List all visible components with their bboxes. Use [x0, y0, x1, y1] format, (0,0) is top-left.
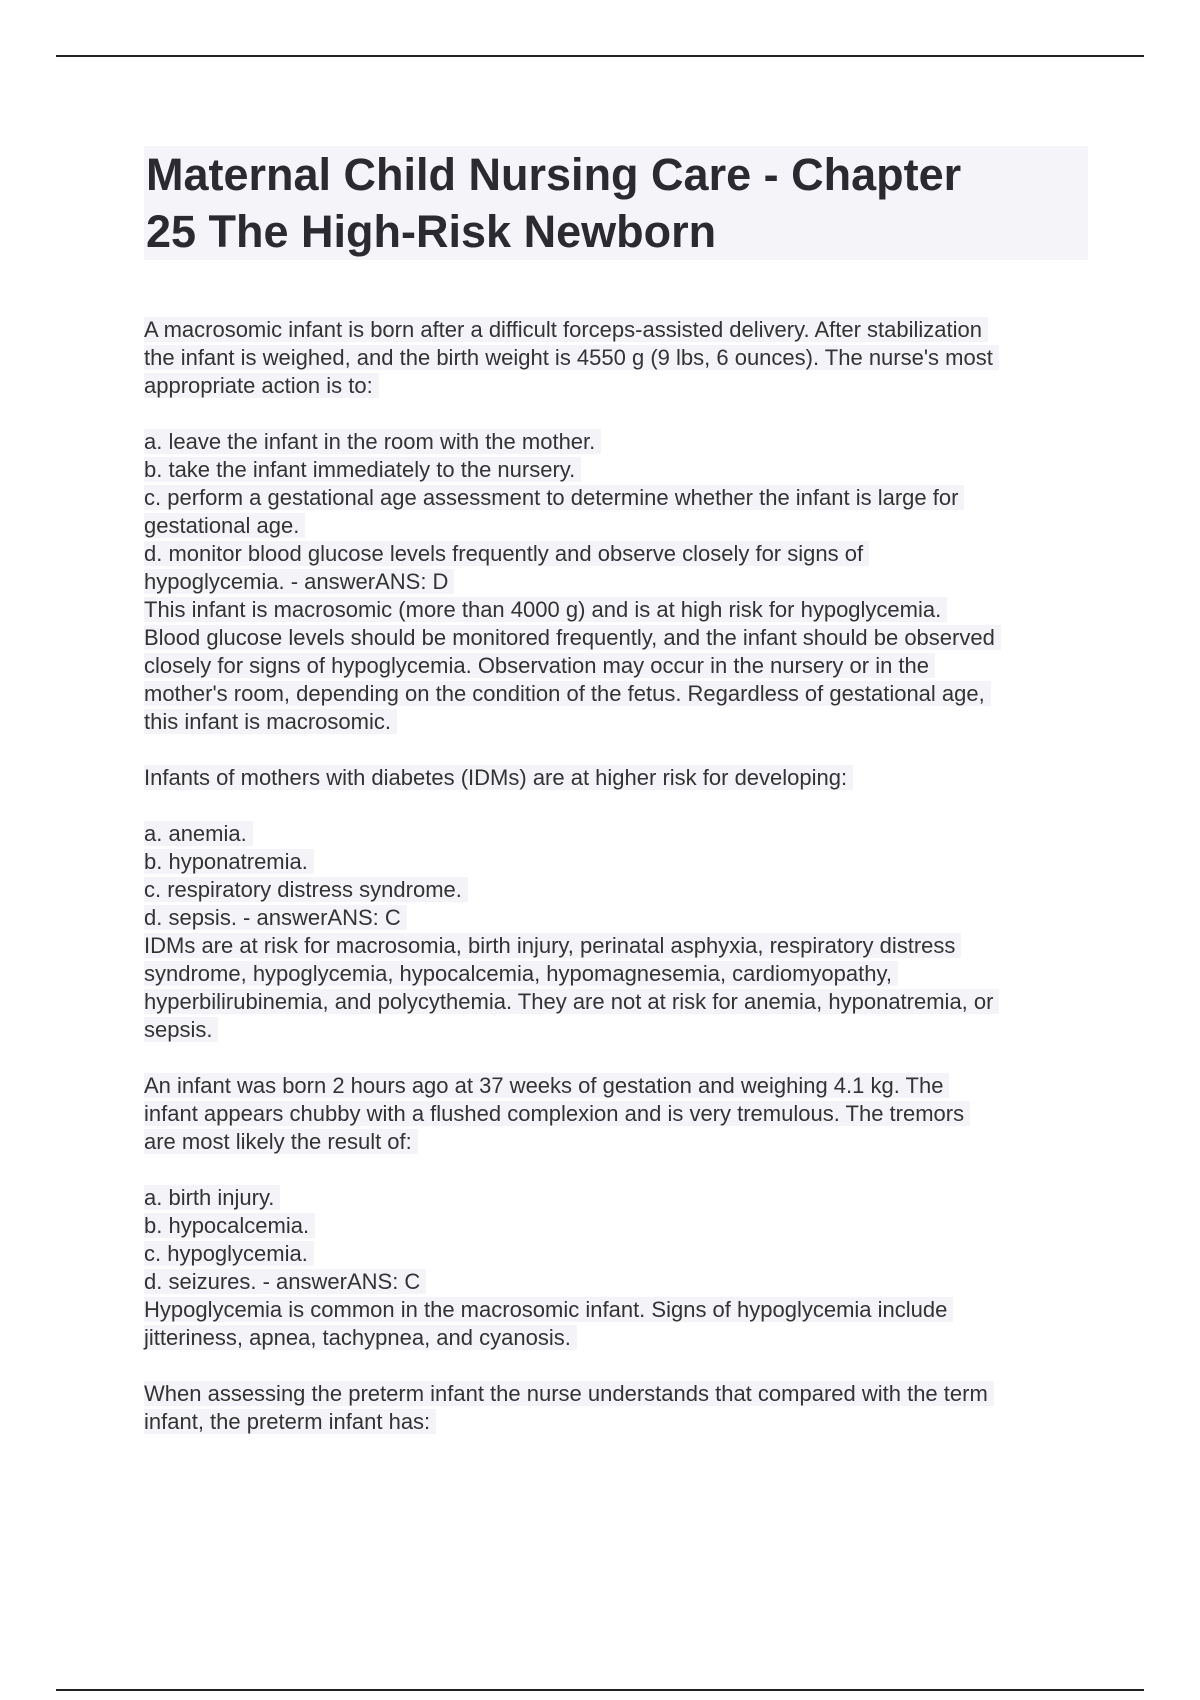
- question-stem: A macrosomic infant is born after a difficult forceps-assisted delivery. After stabilization: [144, 316, 1088, 344]
- question-stem: Infants of mothers with diabetes (IDMs) are at higher risk for developing:: [144, 764, 1088, 792]
- rationale-text: hyperbilirubinemia, and polycythemia. They are not at risk for anemia, hyponatremia, or: [144, 988, 1088, 1016]
- document-body: [144, 316, 1088, 1436]
- answer-option: c. perform a gestational age assessment to determine whether the infant is large for: [144, 484, 1088, 512]
- rationale-text: Hypoglycemia is common in the macrosomic infant. Signs of hypoglycemia include: [144, 1296, 1088, 1324]
- rationale-text: syndrome, hypoglycemia, hypocalcemia, hypomagnesemia, cardiomyopathy,: [144, 960, 1088, 988]
- question-stem: infant, the preterm infant has:: [144, 1408, 1088, 1436]
- question-stem: the infant is weighed, and the birth weight is 4550 g (9 lbs, 6 ounces). The nurse's most: [144, 344, 1088, 372]
- rationale-text: sepsis.: [144, 1016, 1088, 1044]
- bottom-divider: [56, 1689, 1144, 1691]
- document-page: [144, 146, 1088, 1436]
- question-stem: infant appears chubby with a flushed complexion and is very tremulous. The tremors: [144, 1100, 1088, 1128]
- rationale-text: closely for signs of hypoglycemia. Observation may occur in the nursery or in the: [144, 652, 1088, 680]
- question-stem: When assessing the preterm infant the nurse understands that compared with the term: [144, 1380, 1088, 1408]
- rationale-text: IDMs are at risk for macrosomia, birth injury, perinatal asphyxia, respiratory distress: [144, 932, 1088, 960]
- question-block: [144, 764, 1088, 1044]
- answer-option: a. anemia.: [144, 820, 1088, 848]
- question-block: [144, 1380, 1088, 1436]
- answer-option: d. monitor blood glucose levels frequently and observe closely for signs of: [144, 540, 1088, 568]
- top-divider: [56, 55, 1144, 57]
- answer-option: b. hyponatremia.: [144, 848, 1088, 876]
- question-stem: appropriate action is to:: [144, 372, 1088, 400]
- answer-option: d. seizures. - answerANS: C: [144, 1268, 1088, 1296]
- rationale-text: jitteriness, apnea, tachypnea, and cyanosis.: [144, 1324, 1088, 1352]
- question-stem: An infant was born 2 hours ago at 37 weeks of gestation and weighing 4.1 kg. The: [144, 1072, 1088, 1100]
- rationale-text: this infant is macrosomic.: [144, 708, 1088, 736]
- answer-option: b. take the infant immediately to the nursery.: [144, 456, 1088, 484]
- answer-option: b. hypocalcemia.: [144, 1212, 1088, 1240]
- question-block: [144, 1072, 1088, 1352]
- answer-option: a. birth injury.: [144, 1184, 1088, 1212]
- page-title: [144, 146, 1088, 260]
- question-block: [144, 316, 1088, 736]
- rationale-text: This infant is macrosomic (more than 4000 g) and is at high risk for hypoglycemia.: [144, 596, 1088, 624]
- answer-option: gestational age.: [144, 512, 1088, 540]
- answer-option: c. hypoglycemia.: [144, 1240, 1088, 1268]
- answer-option: a. leave the infant in the room with the mother.: [144, 428, 1088, 456]
- title-line: Maternal Child Nursing Care - Chapter: [146, 149, 962, 200]
- answer-option: c. respiratory distress syndrome.: [144, 876, 1088, 904]
- answer-option: d. sepsis. - answerANS: C: [144, 904, 1088, 932]
- answer-option: hypoglycemia. - answerANS: D: [144, 568, 1088, 596]
- question-stem: are most likely the result of:: [144, 1128, 1088, 1156]
- rationale-text: mother's room, depending on the condition of the fetus. Regardless of gestational age,: [144, 680, 1088, 708]
- rationale-text: Blood glucose levels should be monitored frequently, and the infant should be observed: [144, 624, 1088, 652]
- title-line: 25 The High-Risk Newborn: [146, 206, 717, 257]
